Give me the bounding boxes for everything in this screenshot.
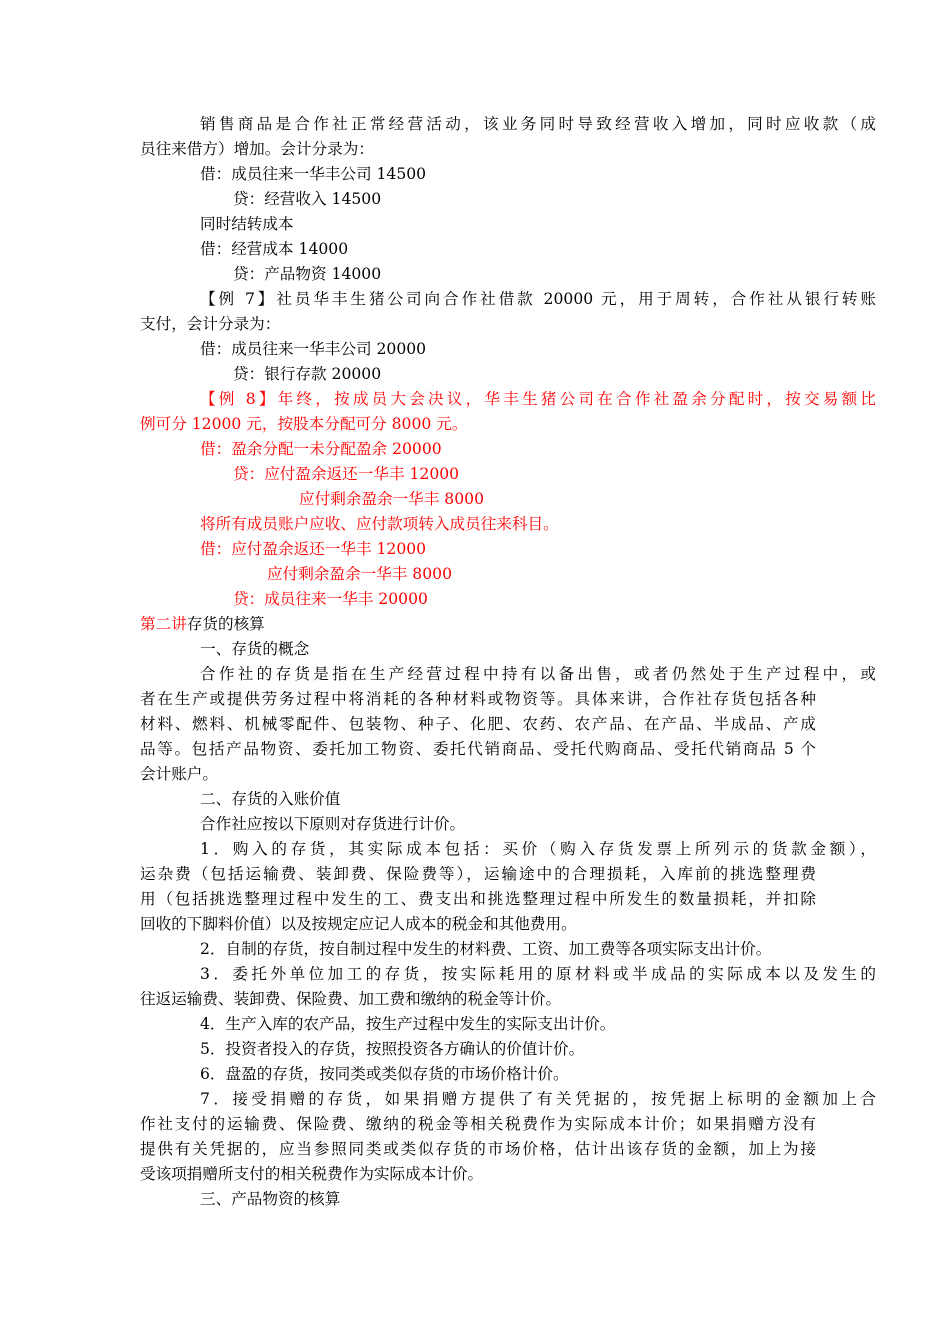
paragraph-line: 品等。包括产品物资、委托加工物资、委托代销商品、受托代购商品、受托代销商品 5 个 [140,740,816,758]
paragraph-line: 回收的下脚料价值）以及按规定应记人成本的税金和其他费用。 [140,915,577,933]
paragraph-line: 材料、燃料、机械零配件、包装物、种子、化肥、农药、农产品、在产品、半成品、产成 [140,715,816,733]
paragraph-line: 受该项捐赠所支付的相关税费作为实际成本计价。 [140,1165,484,1183]
paragraph-line: 往返运输费、装卸费、保险费、加工费和缴纳的税金等计价。 [140,990,562,1008]
paragraph-line: 合作社应按以下原则对存货进行计价。 [200,815,466,833]
journal-credit-line: 贷：应付盈余返还一华丰 12000 [233,465,460,483]
list-item-line: 4．生产入库的农产品，按生产过程中发生的实际支出计价。 [200,1015,616,1033]
list-item-line: 5．投资者投入的存货，按照投资各方确认的价值计价。 [200,1040,585,1058]
paragraph-line: 用（包括挑选整理过程中发生的工、费支出和挑选整理过程中所发生的数量损耗，并扣除 [140,890,816,908]
journal-debit-line: 借：盈余分配一未分配盈余 20000 [200,440,442,458]
subsection-heading: 三、产品物资的核算 [200,1190,341,1208]
journal-debit-line: 借：成员往来一华丰公司 14500 [200,165,427,183]
paragraph-line: 销售商品是合作社正常经营活动，该业务同时导致经营收入增加，同时应收款（成 [200,115,876,133]
list-item-line: 6．盘盈的存货，按同类或类似存货的市场价格计价。 [200,1065,569,1083]
paragraph-line: 提供有关凭据的，应当参照同类或类似存货的市场价格，估计出该存货的金额，加上为接 [140,1140,816,1158]
paragraph-line: 将所有成员账户应收、应付款项转入成员往来科目。 [200,515,559,533]
journal-debit-line: 借：经营成本 14000 [200,240,349,258]
journal-credit-line: 贷：经营收入 14500 [233,190,382,208]
paragraph-line: 运杂费（包括运输费、装卸费、保险费等），运输途中的合理损耗，入库前的挑选整理费 [140,865,816,883]
journal-debit-line: 借：应付盈余返还一华丰 12000 [200,540,427,558]
lecture-title: 存货的核算 [186,615,265,633]
subsection-heading: 二、存货的入账价值 [200,790,341,808]
paragraph-line: 者在生产或提供劳务过程中将消耗的各种材料或物资等。具体来讲，合作社存货包括各种 [140,690,816,708]
journal-credit-line: 贷：银行存款 20000 [233,365,382,383]
list-item-line: 2．自制的存货，按自制过程中发生的材料费、工资、加工费等各项实际支出计价。 [200,940,772,958]
paragraph-line: 支付，会计分录为： [140,315,281,333]
journal-credit-line: 贷：成员往来一华丰 20000 [233,590,428,608]
example-heading-line: 【例 7】社员华丰生猪公司向合作社借款 20000 元，用于周转，合作社从银行转账 [200,290,876,308]
paragraph-line: 会计账户。 [140,765,218,783]
paragraph-line: 例可分 12000 元，按股本分配可分 8000 元。 [140,415,468,433]
journal-credit-line: 贷：产品物资 14000 [233,265,382,283]
list-item-line: 3．委托外单位加工的存货，按实际耗用的原材料或半成品的实际成本以及发生的 [200,965,876,983]
lecture-number: 第二讲 [140,615,187,633]
paragraph-line: 员往来借方）增加。会计分录为： [140,140,374,158]
paragraph-line: 合作社的存货是指在生产经营过程中持有以备出售，或者仍然处于生产过程中，或 [200,665,876,683]
example-heading-line: 【例 8】年终，按成员大会决议，华丰生猪公司在合作社盈余分配时，按交易额比 [200,390,876,408]
subsection-heading: 一、存货的概念 [200,640,310,658]
journal-debit-line: 应付剩余盈余一华丰 8000 [267,565,452,583]
list-item-line: 7．接受捐赠的存货，如果捐赠方提供了有关凭据的，按凭据上标明的金额加上合 [200,1090,876,1108]
paragraph-line: 作社支付的运输费、保险费、缴纳的税金等相关税费作为实际成本计价；如果捐赠方没有 [140,1115,816,1133]
journal-credit-line: 应付剩余盈余一华丰 8000 [299,490,484,508]
journal-debit-line: 借：成员往来一华丰公司 20000 [200,340,427,358]
paragraph-line: 同时结转成本 [200,215,294,233]
list-item-line: 1．购入的存货，其实际成本包括：买价（购入存货发票上所列示的货款金额）， [200,840,876,858]
section-title [140,612,816,637]
